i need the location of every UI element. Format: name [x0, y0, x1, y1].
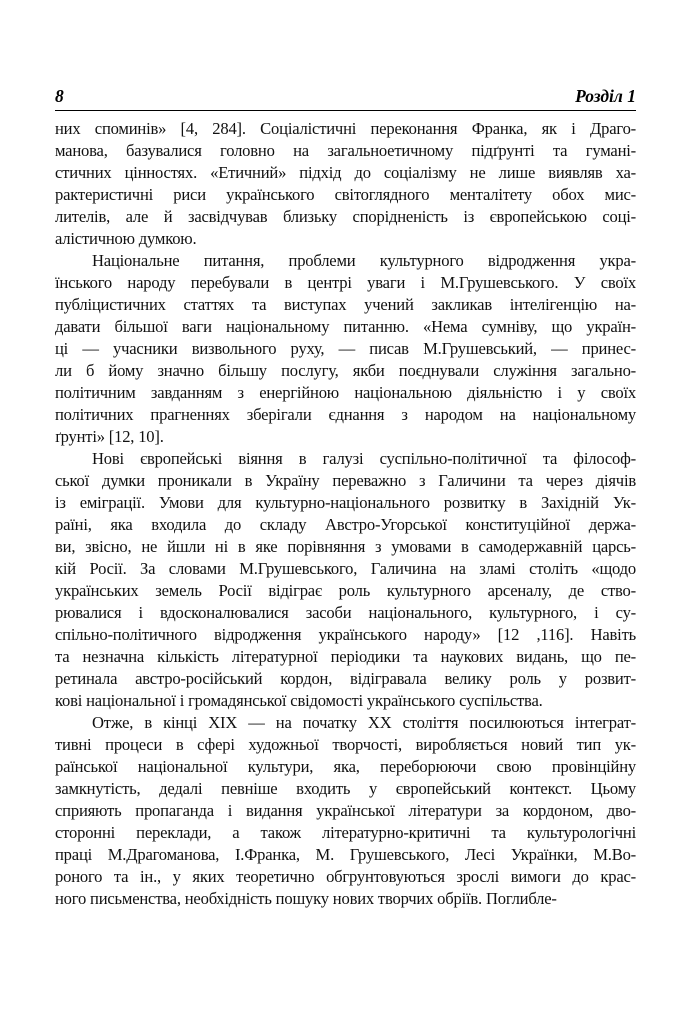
text-line: Нові європейські віяння в галузі суспільно-політичної та філософ-: [92, 449, 636, 468]
text-line: раїні, яка входила до складу Австро-Угорської конституційної держа-: [55, 515, 636, 534]
section-title: Розділ 1: [575, 86, 636, 106]
text-line: ґрунті» [12, 10].: [55, 427, 164, 446]
text-line: давати більшої ваги національному питанню. «Нема сумніву, що україн-: [55, 317, 636, 336]
running-header: [55, 86, 636, 111]
paragraph: [55, 448, 636, 712]
text-line: рактеристичні риси українського світоглядного менталітету обох мис-: [55, 185, 636, 204]
text-line: ного письменства, необхідність пошуку нових творчих обріїв. Поглибле-: [55, 889, 557, 908]
paragraph: [55, 118, 636, 250]
text-line: сприяють пропаганда і видання української літератури за кордоном, дво-: [55, 801, 636, 820]
text-line: кій Росії. За словами М.Грушевського, Галичина на зламі століть «щодо: [55, 559, 636, 578]
text-line: раїнської національної культури, яка, переборюючи свою провінційну: [55, 757, 636, 776]
text-line: ської думки проникали в Україну переважно з Галичини та через діячів: [55, 471, 636, 490]
text-line: та незначна кількість літературної періодики та наукових видань, що пе-: [55, 647, 636, 666]
text-line: сторонні переклади, а також літературно-критичні та культурологічні: [55, 823, 636, 842]
text-line: праці М.Драгоманова, І.Франка, М. Грушевського, Лесі Українки, М.Во-: [55, 845, 636, 864]
text-line: їнського народу перебували в центрі уваги і М.Грушевського. У своїх: [55, 273, 636, 292]
body-text: [55, 118, 636, 910]
text-line: українських земель Росії відіграє роль культурного арсеналу, де ство-: [55, 581, 636, 600]
text-line: ви, звісно, не йшли ні в яке порівняння з умовами в самодержавній царсь-: [55, 537, 636, 556]
text-line: тивні процеси в сфері художньої творчості, виробляється новий тип ук-: [55, 735, 636, 754]
text-line: публіцистичних статтях та виступах учений закликав інтелігенцію на-: [55, 295, 636, 314]
text-line: із еміграції. Умови для культурно-національного розвитку в Західній Ук-: [55, 493, 636, 512]
text-line: ці — учасники визвольного руху, — писав М.Грушевський, — принес-: [55, 339, 636, 358]
text-line: стичних цінностях. «Етичний» підхід до соціалізму не лише виявляв ха-: [55, 163, 636, 182]
text-line: них споминів» [4, 284]. Соціалістичні переконання Франка, як і Драго-: [55, 119, 636, 138]
text-line: ли б йому значно більшу послугу, якби поєднували служіння загально-: [55, 361, 636, 380]
text-line: рювалися і вдосконалювалися засоби національного, культурного, і су-: [55, 603, 636, 622]
text-line: кові національної і громадянської свідомості українського суспільства.: [55, 691, 543, 710]
text-line: спільно-політичного відродження українського народу» [12 ,116]. Навіть: [55, 625, 636, 644]
text-line: алістичною думкою.: [55, 229, 197, 248]
paragraph: [55, 250, 636, 448]
text-line: замкнутість, дедалі певніше входить у європейський контекст. Цьому: [55, 779, 636, 798]
text-line: манова, базувалися головно на загальноетичному підґрунті та гумані-: [55, 141, 636, 160]
text-line: Отже, в кінці XIX — на початку XX століття посилюються інтеграт-: [92, 713, 636, 732]
paragraph: [55, 712, 636, 910]
text-line: ретинала австро-російський кордон, відігравала велику роль у розвит-: [55, 669, 636, 688]
page-number: 8: [55, 86, 64, 106]
text-line: Національне питання, проблеми культурного відродження укра-: [92, 251, 636, 270]
text-line: роного та ін., у яких теоретично обгрунтовуються зрослі вимоги до крас-: [55, 867, 636, 886]
text-line: політичних прагненнях зберігали єднання з народом на національному: [55, 405, 636, 424]
text-line: політичним завданням з енергійною національною діяльністю і у своїх: [55, 383, 636, 402]
text-line: лителів, але й засвідчував близьку спорідненість із європейською соці-: [55, 207, 636, 226]
